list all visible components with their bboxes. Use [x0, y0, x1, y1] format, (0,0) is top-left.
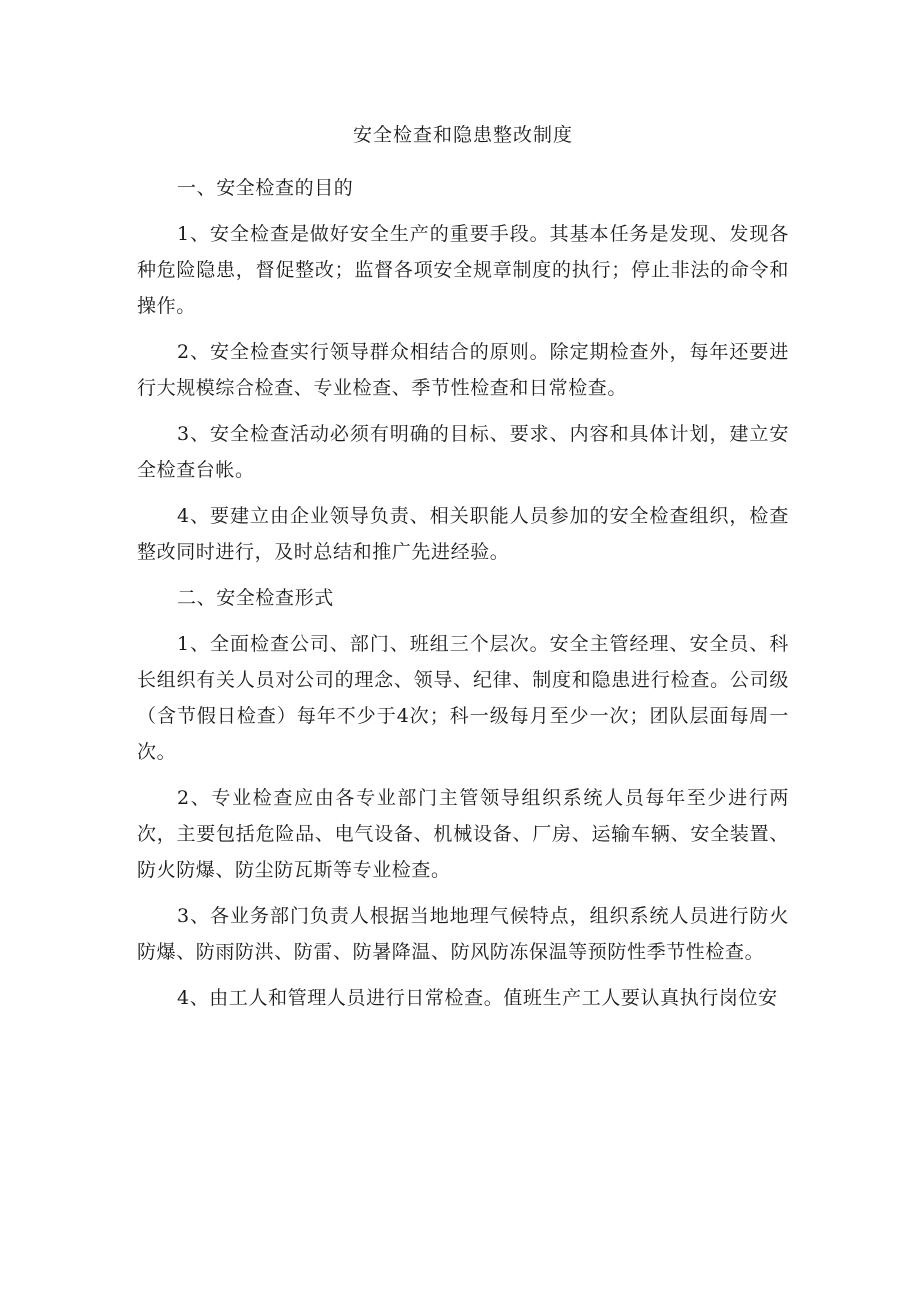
paragraph: 1、全面检查公司、部门、班组三个层次。安全主管经理、安全员、科长组织有关人员对公司的理念、领导、纪律、制度和隐患进行检查。公司级（含节假日检查）每年不少于4次；科一级每月至少一次；团队层面每周一次。	[137, 633, 789, 763]
section-heading: 二、安全检查形式	[177, 587, 334, 609]
paragraph: 3、各业务部门负责人根据当地地理气候特点，组织系统人员进行防火防爆、防雨防洪、防雷、防暑降温、防风防冻保温等预防性季节性检查。	[137, 905, 789, 963]
document-page	[137, 118, 789, 1026]
section-purpose	[137, 170, 789, 570]
section-forms	[137, 580, 789, 1016]
paragraph: 1、安全检查是做好安全生产的重要手段。其基本任务是发现、发现各种危险隐患，督促整改；监督各项安全规章制度的执行；停止非法的命令和操作。	[137, 223, 789, 317]
paragraph: 2、专业检查应由各专业部门主管领导组织系统人员每年至少进行两次，主要包括危险品、电气设备、机械设备、厂房、运输车辆、安全装置、防火防爆、防尘防瓦斯等专业检查。	[137, 787, 789, 881]
section-heading: 一、安全检查的目的	[177, 177, 354, 199]
paragraph: 4、由工人和管理人员进行日常检查。值班生产工人要认真执行岗位安	[177, 987, 778, 1009]
paragraph: 4、要建立由企业领导负责、相关职能人员参加的安全检查组织，检查整改同时进行，及时总结和推广先进经验。	[137, 505, 789, 563]
paragraph: 3、安全检查活动必须有明确的目标、要求、内容和具体计划，建立安全检查台帐。	[137, 423, 789, 481]
document-title: 安全检查和隐患整改制度	[352, 124, 573, 146]
paragraph: 2、安全检查实行领导群众相结合的原则。除定期检查外，每年还要进行大规模综合检查、专业检查、季节性检查和日常检查。	[137, 341, 789, 399]
